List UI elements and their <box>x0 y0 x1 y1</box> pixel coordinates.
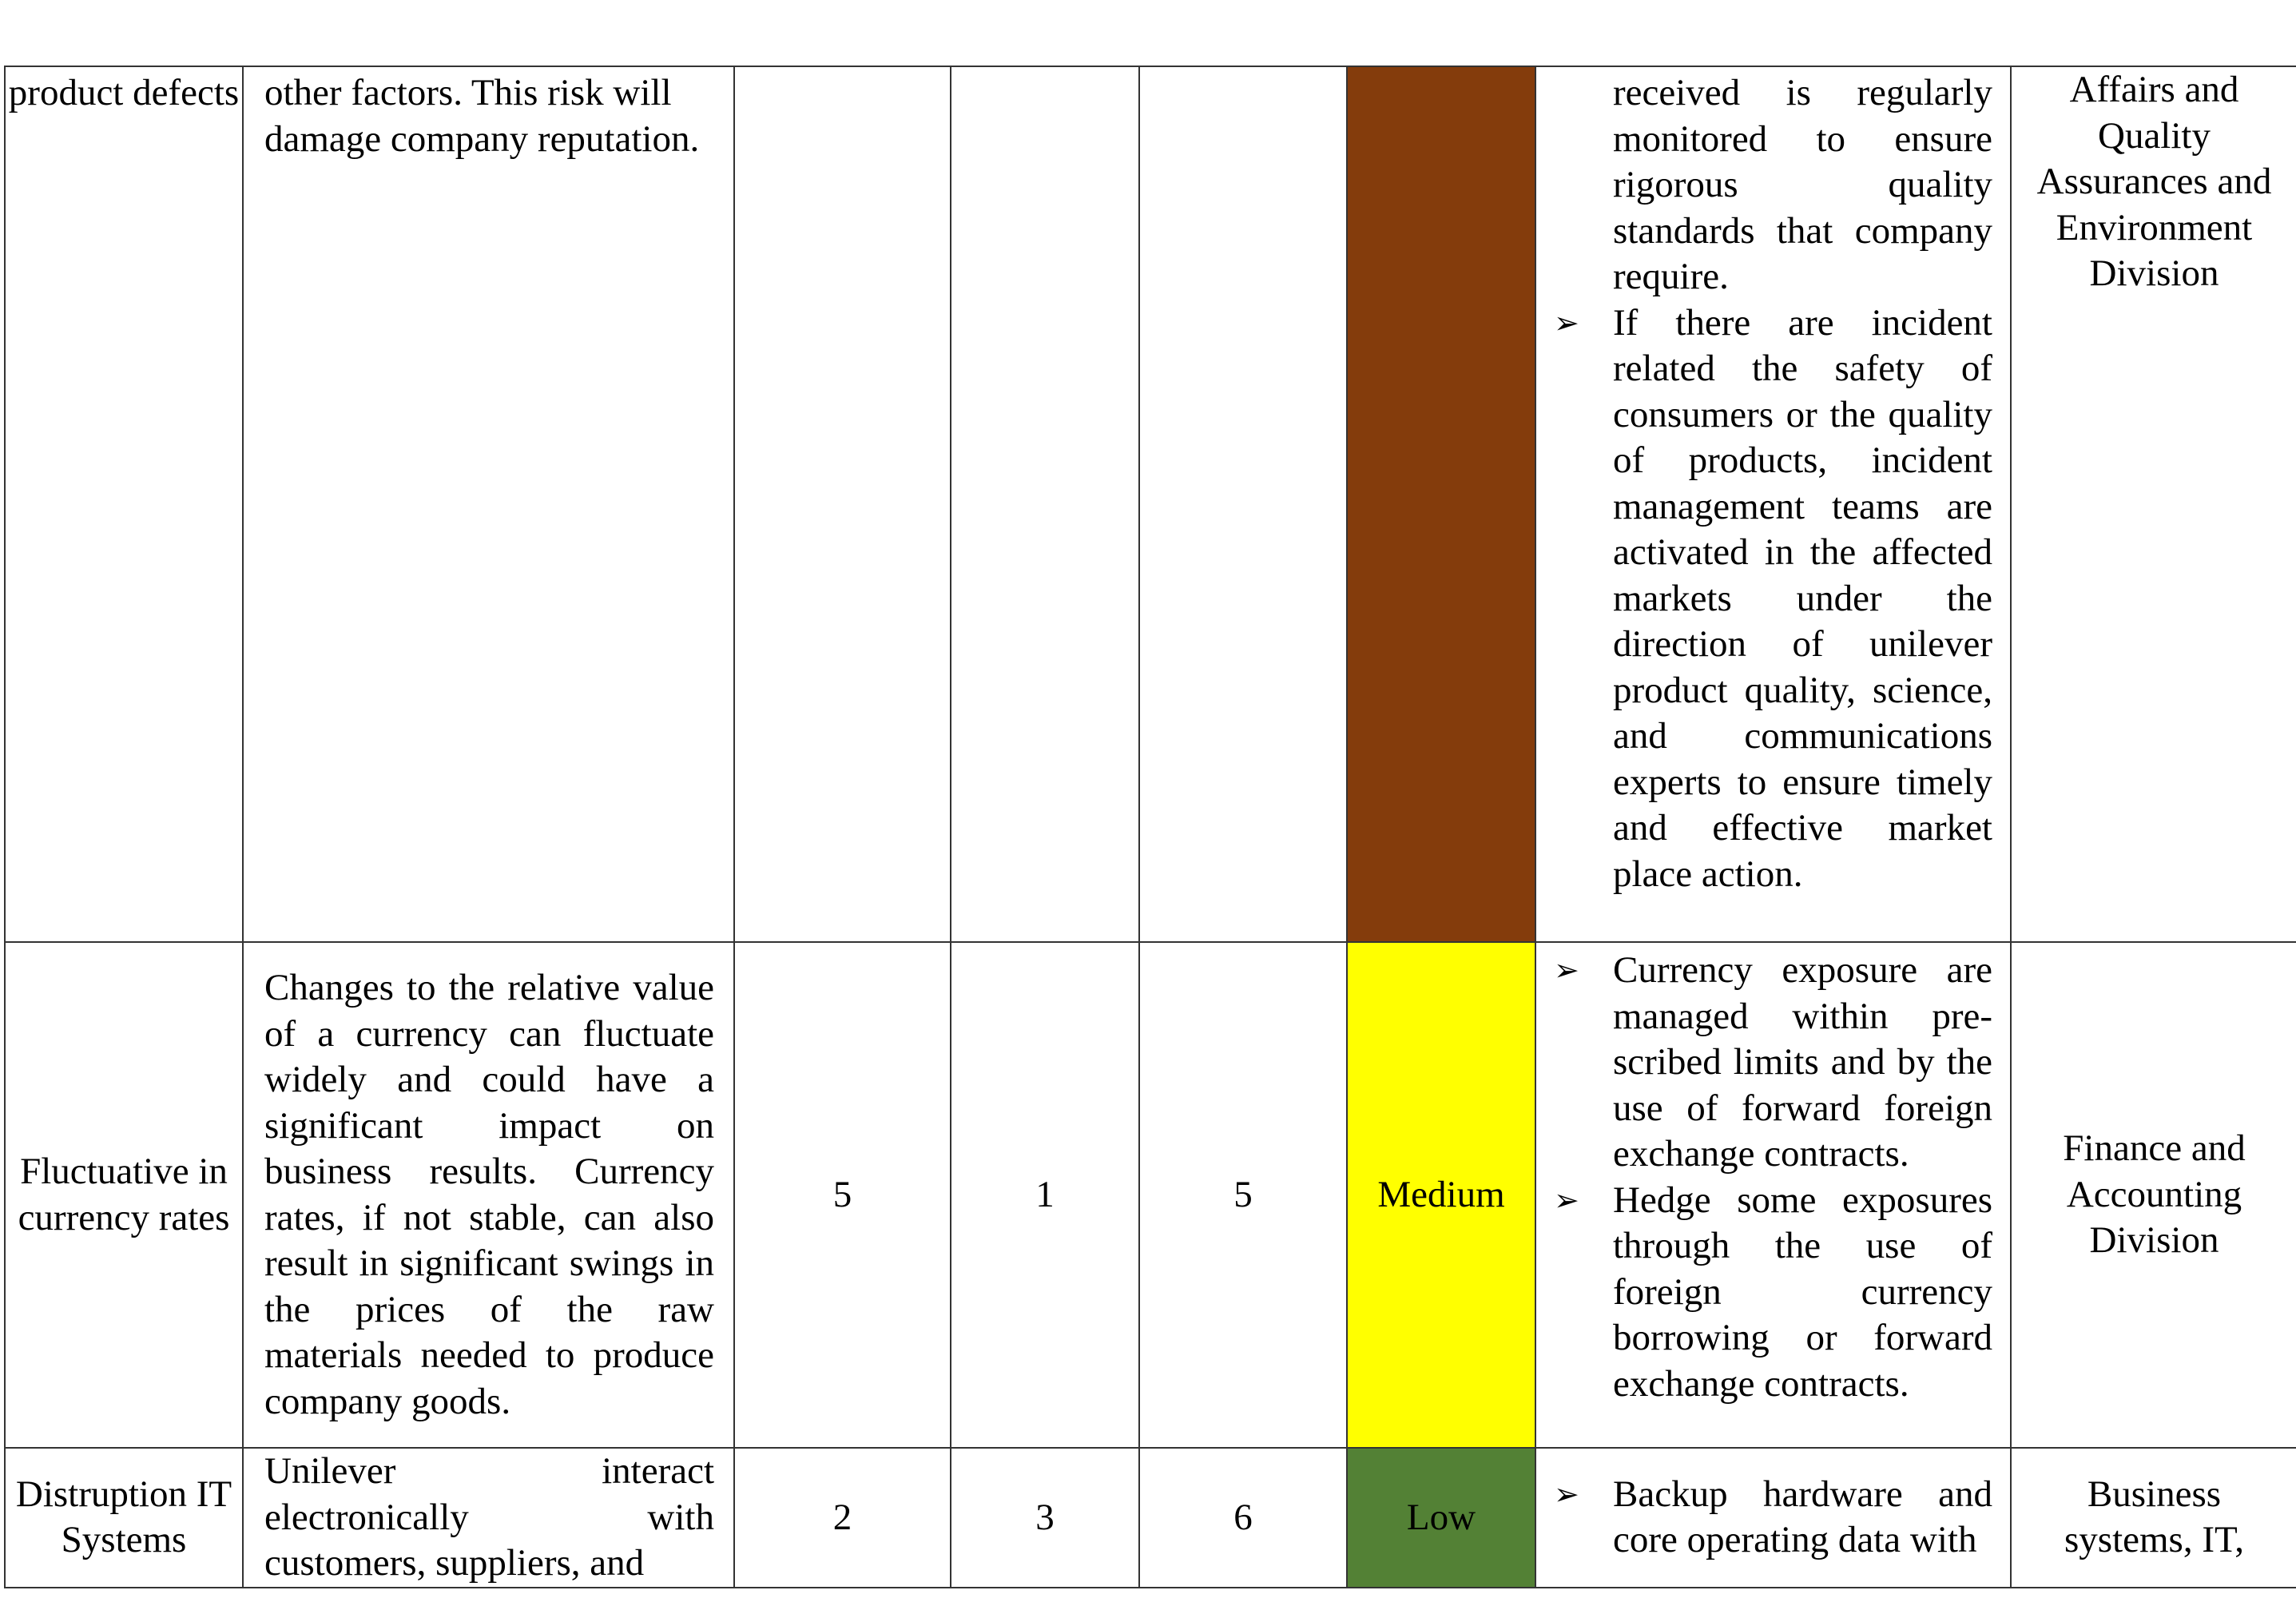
rating-cell-low <box>1347 1448 1535 1588</box>
controls-cell <box>1535 942 2011 1448</box>
risk-owner-cell <box>2011 1448 2296 1588</box>
risk-owner-cell <box>2011 942 2296 1448</box>
score-value: 5 <box>1233 1173 1253 1215</box>
controls-list <box>1536 1472 2010 1564</box>
risk-register-table <box>4 66 2296 1588</box>
control-continued-text: received is regularly monitored to ensure rigorous quality standards that company require. <box>1613 72 1992 297</box>
risk-description: Unilever interact electronically with customers, suppliers, and <box>264 1450 714 1584</box>
likelihood-cell <box>734 1448 951 1588</box>
impact-value: 1 <box>1035 1173 1055 1215</box>
rating-cell-medium <box>1347 942 1535 1448</box>
risk-name-cell <box>5 66 243 942</box>
risk-name-cell <box>5 1448 243 1588</box>
risk-name-cell <box>5 942 243 1448</box>
risk-name: Distruption IT Systems <box>15 1473 232 1561</box>
risk-description: other factors. This risk will damage company reputation. <box>264 72 700 160</box>
rating-label: Low <box>1406 1496 1476 1538</box>
risk-description-cell <box>243 942 734 1448</box>
table-row <box>5 942 2296 1448</box>
impact-cell <box>951 942 1139 1448</box>
control-item: ➢ Backup hardware and core operating data with <box>1613 1472 1992 1564</box>
score-value: 6 <box>1233 1496 1253 1538</box>
control-item: ➢ If there are incident related the safety of consumers or the quality of products, incident management teams are activated in the affected markets under the direction of unilever product quality, science, and communications experts to ensure timely and effective market place action. <box>1613 300 1992 898</box>
risk-description-cell <box>243 1448 734 1588</box>
risk-name: Fluctuative in currency rates <box>18 1151 230 1238</box>
control-item: ➢ Hedge some exposures through the use of foreign currency borrowing or forward exchange contracts. <box>1613 1178 1992 1408</box>
impact-cell <box>951 66 1139 942</box>
table-row <box>5 66 2296 942</box>
risk-owner-cell <box>2011 66 2296 942</box>
impact-value: 3 <box>1035 1496 1055 1538</box>
controls-list <box>1536 300 2010 898</box>
risk-description-cell <box>243 66 734 942</box>
score-cell <box>1139 942 1347 1448</box>
control-item: ➢ Currency exposure are managed within pre-scribed limits and by the use of forward foreign exchange contracts. <box>1613 948 1992 1178</box>
risk-owner: Affairs and Quality Assurances and Environment Division <box>2036 69 2272 294</box>
table-row <box>5 1448 2296 1588</box>
controls-cell <box>1535 66 2011 942</box>
risk-owner: Finance and Accounting Division <box>2063 1127 2246 1262</box>
rating-cell-high <box>1347 66 1535 942</box>
risk-owner: Business systems, IT, <box>2064 1473 2244 1561</box>
controls-list <box>1536 948 2010 1407</box>
likelihood-value: 5 <box>832 1173 852 1215</box>
score-cell <box>1139 1448 1347 1588</box>
score-cell <box>1139 66 1347 942</box>
likelihood-value: 2 <box>832 1496 852 1538</box>
risk-description: Changes to the relative value of a currency can fluctuate widely and could have a significant impact on business results. Currency rates, if not stable, can also result in significant swings in the prices of the raw materials needed to produce company goods. <box>264 967 714 1422</box>
risk-name: product defects <box>8 72 240 113</box>
controls-cell <box>1535 1448 2011 1588</box>
impact-cell <box>951 1448 1139 1588</box>
likelihood-cell <box>734 942 951 1448</box>
rating-label: Medium <box>1377 1173 1505 1215</box>
likelihood-cell <box>734 66 951 942</box>
